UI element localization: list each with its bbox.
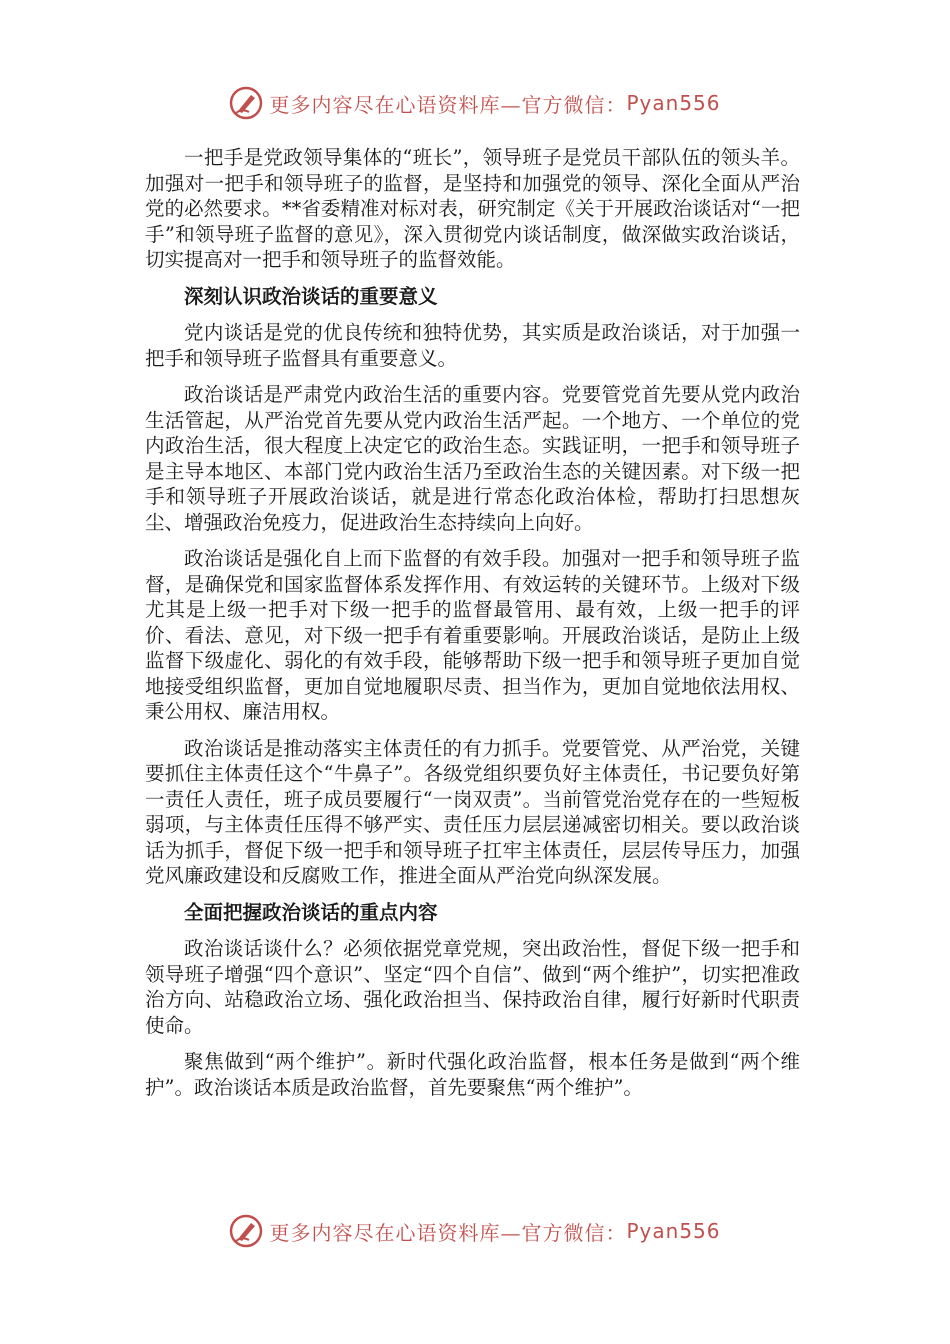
paragraph: 党内谈话是党的优良传统和独特优势，其实质是政治谈话，对于加强一把手和领导班子监督具有重要意义。: [145, 321, 800, 370]
paragraph: 政治谈话是严肃党内政治生活的重要内容。党要管党首先要从党内政治生活管起，从严治党首先要从党内政治生活严起。一个地方、一个单位的党内政治生活，很大程度上决定它的政治生态。实践证明，一把手和领导班子是主导本地区、本部门党内政治生活乃至政治生态的关键因素。对下级一把手和领导班子开展政治谈话，就是进行常态化政治体检，帮助打扫思想灰尘、增强政治免疫力，促进政治生态持续向上向好。: [145, 383, 800, 534]
banner-text: 更多内容尽在心语资料库—官方微信：: [269, 92, 627, 117]
banner-wechat-id: Pyan556: [626, 91, 721, 115]
footer-watermark-banner: [0, 1214, 950, 1248]
document-body: [145, 145, 800, 1111]
pen-logo-icon: [229, 1214, 263, 1248]
banner-wechat-id: Pyan556: [626, 1219, 721, 1243]
paragraph: 政治谈话是推动落实主体责任的有力抓手。党要管党、从严治党，关键要抓住主体责任这个“牛鼻子”。各级党组织要负好主体责任，书记要负好第一责任人责任，班子成员要履行“一岗双责”。当前管党治党存在的一些短板弱项，与主体责任压得不够严实、责任压力层层递减密切相关。要以政治谈话为抓手，督促下级一把手和领导班子扛牢主体责任，层层传导压力，加强党风廉政建设和反腐败工作，推进全面从严治党向纵深发展。: [145, 736, 800, 887]
pen-logo-icon: [229, 86, 263, 120]
paragraph: 聚焦做到“两个维护”。新时代强化政治监督，根本任务是做到“两个维护”。政治谈话本质是政治监督，首先要聚焦“两个维护”。: [145, 1050, 800, 1099]
banner-text: 更多内容尽在心语资料库—官方微信：: [269, 1220, 627, 1245]
header-watermark-banner: [0, 86, 950, 120]
section-heading-key-content: 全面把握政治谈话的重点内容: [184, 900, 438, 924]
paragraph-intro: 一把手是党政领导集体的“班长”，领导班子是党员干部队伍的领头羊。加强对一把手和领导班子的监督，是坚持和加强党的领导、深化全面从严治党的必然要求。**省委精准对标对表，研究制定《关于开展政治谈话对“一把手”和领导班子监督的意见》，深入贯彻党内谈话制度，做深做实政治谈话，切实提高对一把手和领导班子的监督效能。: [145, 146, 800, 271]
paragraph: 政治谈话是强化自上而下监督的有效手段。加强对一把手和领导班子监督，是确保党和国家监督体系发挥作用、有效运转的关键环节。上级对下级尤其是上级一把手对下级一把手的监督最管用、最有效，上级一把手的评价、看法、意见，对下级一把手有着重要影响。开展政治谈话，是防止上级监督下级虚化、弱化的有效手段，能够帮助下级一把手和领导班子更加自觉地接受组织监督，更加自觉地履职尽责、担当作为，更加自觉地依法用权、秉公用权、廉洁用权。: [145, 547, 800, 723]
section-heading-significance: 深刻认识政治谈话的重要意义: [184, 284, 438, 308]
paragraph: 政治谈话谈什么？必须依据党章党规，突出政治性，督促下级一把手和领导班子增强“四个意识”、坚定“四个自信”、做到“两个维护”，切实把准政治方向、站稳政治立场、强化政治担当、保持政治自律，履行好新时代职责使命。: [145, 937, 800, 1037]
